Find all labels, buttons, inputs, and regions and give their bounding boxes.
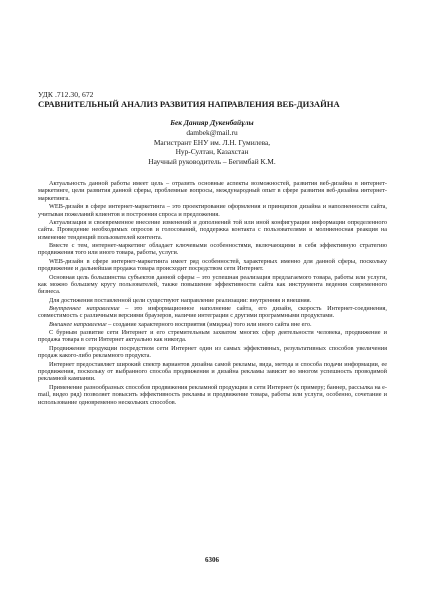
- body-paragraph: [38, 345, 387, 360]
- page-number: 6306: [205, 556, 219, 564]
- paragraph-text: – это информационное наполнение сайта, его дизайн, скорость Интернет-соединения, совместимость с различными версиями браузеров, наличие интеграции с другими программными продуктами.: [38, 304, 387, 320]
- body-paragraph: [38, 242, 387, 257]
- paragraph-text: Применение разнообразных способов продвижения рекламной продукции в сети Интернет (к примеру; баннер, рассылка на e-mail, видео ряд) позволяет повысить эффективность рекламы и продвижение товара, работы или услуги, особенно, сочетание и использование одновременно нескольких способов.: [38, 383, 387, 406]
- body-paragraph: [38, 321, 387, 328]
- scientific-advisor: Научный руководитель – Бегимбай К.М.: [148, 156, 276, 166]
- udk-code: УДК .712.30, 672: [38, 90, 94, 99]
- body-paragraph: [38, 258, 387, 273]
- body-paragraph: [38, 297, 387, 304]
- paragraph-text: Актуализация и своевременное внесение изменений и дополнений той или иной конфигурации информации определенного сайта. Проведение необходимых опросов и голосований, поддержка контакта с пользователями и молниеносная реакция на изменение тенденций пользователей контента.: [38, 218, 387, 241]
- body-paragraph: [38, 361, 387, 383]
- paragraph-text: WEB-дизайн в сфере интернет-маркетинга имеет ряд особенностей, характерных именно для данной сферы, поскольку продвижение и дальнейшая продажа товара происходит посредством сети Интернет.: [38, 257, 387, 273]
- body-paragraph: [38, 219, 387, 241]
- author-city: Нур-Султан, Казахстан: [175, 147, 249, 156]
- paragraph-text: Продвижение продукции посредством сети Интернет один из самых эффективных, результативных способов увеличения продаж какого-либо рекламного продукта.: [38, 344, 387, 360]
- author-email[interactable]: dambek@mail.ru: [186, 128, 238, 137]
- paragraph-text: Интернет предоставляет широкий спектр вариантов дизайна самой рекламы, вида, метода и способа подачи информации, ее продвижения, поскольку от выбранного способа продвижения и дизайна рекламы зависит во многом успешность проводимой рекламной кампании.: [38, 360, 387, 383]
- author-position: Магистрант ЕНУ им. Л.Н. Гумилева,: [153, 137, 271, 147]
- body-paragraph: [38, 384, 387, 406]
- body-paragraph: [38, 329, 387, 344]
- author-name: [0, 118, 424, 127]
- paragraph-lead-term: Внутреннее направление: [49, 304, 120, 312]
- paragraph-text: Для достижения поставленной цели существуют направление реализации: внутренняя и внешняя.: [49, 296, 312, 304]
- article-body: [38, 180, 387, 406]
- body-paragraph: [38, 305, 387, 320]
- body-paragraph: [38, 274, 387, 296]
- paragraph-text: – создание характерного восприятия (имиджа) того или иного сайта вне его.: [106, 320, 312, 328]
- paragraph-text: С бурным развитие сети Интернет и его стремительным захватом многих сфер деятельности человека, продвижение и продажа товара в сети Интернет актуально как никогда.: [38, 329, 387, 344]
- author-name-text: Бек Данияр Дукенбайұлы: [170, 118, 254, 127]
- paragraph-text: Актуальность данной работы имеет цель – отразить основные аспекты возможностей, развития веб-дизайна в интернет-маркетинге, цели развития данной сферы, проблемные вопросы, международный опыт в сфере развития веб-дизайна интернет-маркетинга.: [38, 180, 387, 202]
- paragraph-lead-term: Внешнее направление: [49, 320, 107, 328]
- article-title: СРАВНИТЕЛЬНЫЙ АНАЛИЗ РАЗВИТИЯ НАПРАВЛЕНИЯ ВЕБ-ДИЗАЙНА: [38, 99, 340, 109]
- paragraph-text: Вместе с тем, интернет-маркетинг обладает ключевыми особенностями, включающими в себя эффективную стратегию продвижения того или иного товара, работы, услуги.: [38, 242, 387, 257]
- body-paragraph: [38, 203, 387, 218]
- body-paragraph: [38, 180, 387, 202]
- paragraph-text: Основная цель большинства субъектов данной сферы – это успешная реализация предлагаемого товара, работы или услуги, как можно большему кругу пользователей, также повышение эффективности сайта как инструмента ведения современного бизнеса.: [38, 273, 387, 296]
- paragraph-text: WEB-дизайн в сфере интернет-маркетинга – это проектирование оформления и принципов дизайна и наполненности сайта, учитывая пожеланий клиентов и построения спроса и предложения.: [38, 203, 387, 218]
